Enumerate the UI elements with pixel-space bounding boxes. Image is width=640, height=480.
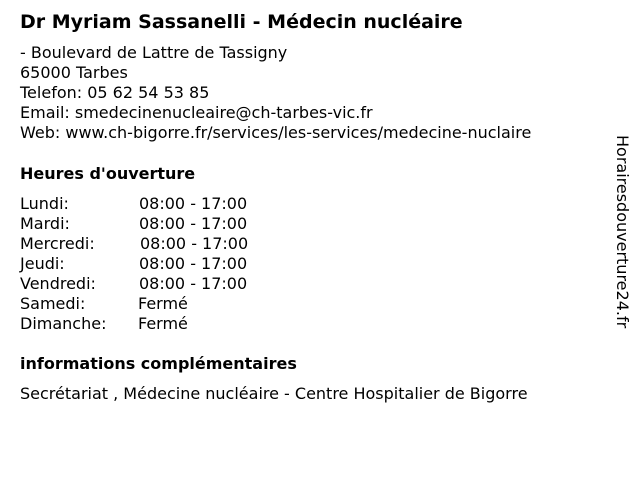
site-watermark xyxy=(612,135,632,375)
additional-info-text: Secrétariat , Médecine nucléaire - Centre Hospitalier de Bigorre xyxy=(20,384,528,403)
watermark-text: Horairesdouverture24.fr xyxy=(613,135,632,329)
time-value: Fermé xyxy=(138,314,188,333)
website-line: Web: www.ch-bigorre.fr/services/les-services/medecine-nuclaire xyxy=(20,123,532,142)
contact-block xyxy=(20,43,531,143)
day-label: Jeudi: xyxy=(20,254,65,273)
additional-info-heading: informations complémentaires xyxy=(20,354,297,373)
day-label: Mardi: xyxy=(20,214,70,233)
time-value: 08:00 - 17:00 xyxy=(139,274,248,293)
address-street: - Boulevard de Lattre de Tassigny xyxy=(20,43,288,62)
day-label: Dimanche: xyxy=(20,314,107,333)
time-value: 08:00 - 17:00 xyxy=(139,214,248,233)
opening-hours-heading: Heures d'ouverture xyxy=(20,164,196,183)
day-label: Vendredi: xyxy=(20,274,96,293)
day-label: Samedi: xyxy=(20,294,86,313)
day-label: Lundi: xyxy=(20,194,69,213)
email-line: Email: smedecinenucleaire@ch-tarbes-vic.fr xyxy=(20,103,373,122)
time-value: 08:00 - 17:00 xyxy=(139,194,248,213)
time-value: 08:00 - 17:00 xyxy=(139,254,248,273)
phone-line: Telefon: 05 62 54 53 85 xyxy=(20,83,210,102)
time-value: Fermé xyxy=(138,294,188,313)
day-label: Mercredi: xyxy=(20,234,95,253)
time-value: 08:00 - 17:00 xyxy=(140,234,249,253)
address-city: 65000 Tarbes xyxy=(20,63,128,82)
page-title: Dr Myriam Sassanelli - Médecin nucléaire xyxy=(20,11,463,33)
